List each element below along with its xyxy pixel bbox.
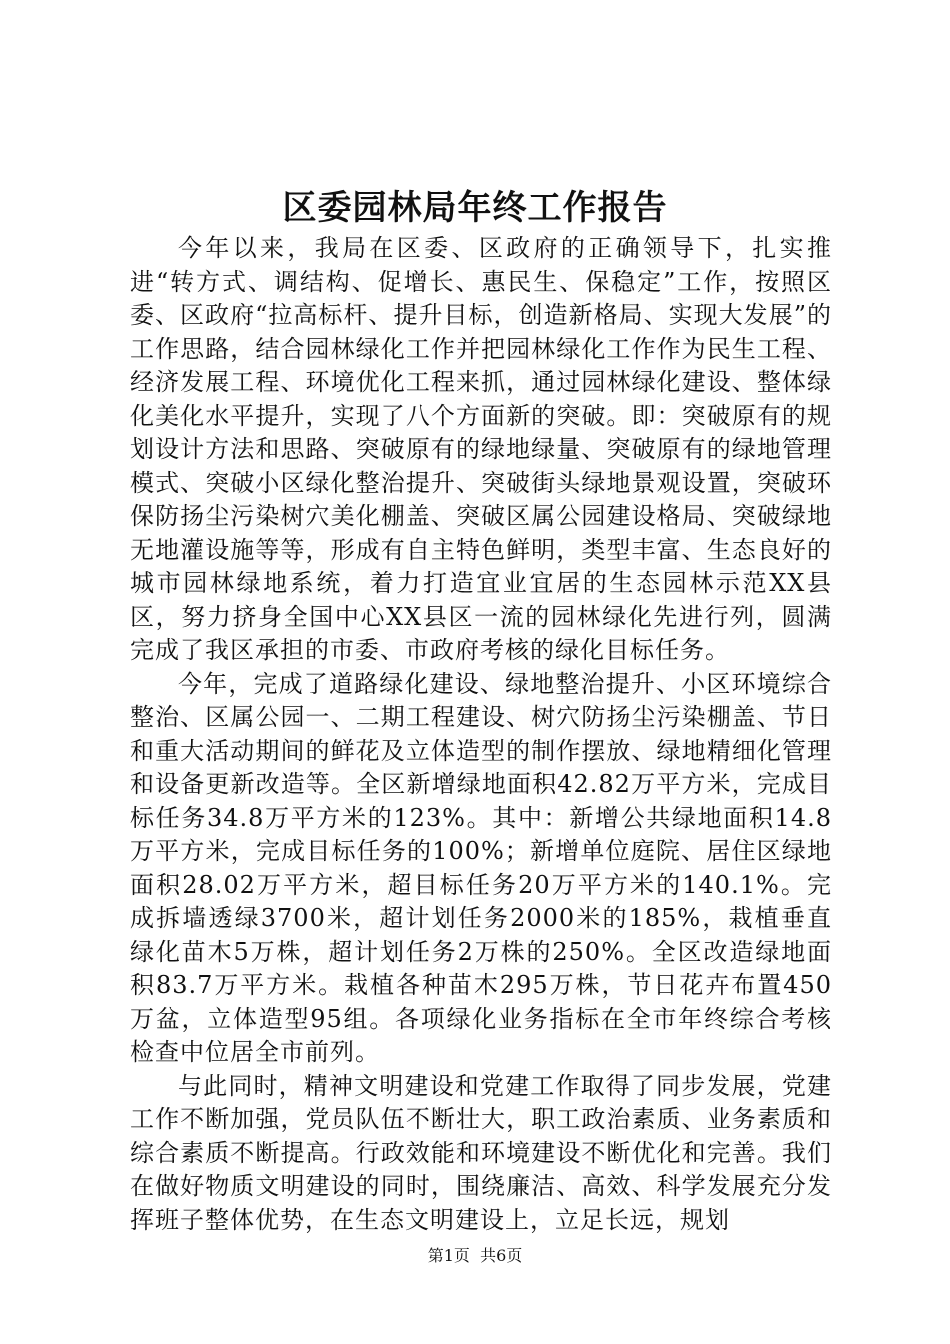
- paragraph-3: 与此同时，精神文明建设和党建工作取得了同步发展，党建工作不断加强，党员队伍不断壮大，职工政治素质、业务素质和综合素质不断提高。行政效能和环境建设不断优化和完善。我们在做好物质文明建设的同时，围绕廉洁、高效、科学发展充分发挥班子整体优势，在生态文明建设上，立足长远，规划: [130, 1071, 832, 1234]
- document-title: 区委园林局年终工作报告: [282, 188, 668, 228]
- page-total: 共6页: [480, 1246, 523, 1265]
- page-number: 第1页: [427, 1246, 470, 1265]
- paragraph-2: 今年，完成了道路绿化建设、绿地整治提升、小区环境综合整治、区属公园一、二期工程建设、树穴防扬尘污染棚盖、节日和重大活动期间的鲜花及立体造型的制作摆放、绿地精细化管理和设备更新改造等。全区新增绿地面积42.82万平方米，完成目标任务34.8万平方米的123%。其中：新增公共绿地面积14.8万平方米，完成目标任务的100%；新增单位庭院、居住区绿地面积28.02万平方米，超目标任务20万平方米的140.1%。完成拆墙透绿3700米，超计划任务2000米的185%，栽植垂直绿化苗木5万株，超计划任务2万株的250%。全区改造绿地面积83.7万平方米。栽植各种苗木295万株，节日花卉布置450万盆，立体造型95组。各项绿化业务指标在全市年终综合考核检查中位居全市前列。: [130, 669, 832, 1066]
- paragraph-1: 今年以来，我局在区委、区政府的正确领导下，扎实推进“转方式、调结构、促增长、惠民生、保稳定”工作，按照区委、区政府“拉高标杆、提升目标，创造新格局、实现大发展”的工作思路，结合园林绿化工作并把园林绿化工作作为民生工程、经济发展工程、环境优化工程来抓，通过园林绿化建设、整体绿化美化水平提升，实现了八个方面新的突破。即：突破原有的规划设计方法和思路、突破原有的绿地绿量、突破原有的绿地管理模式、突破小区绿化整治提升、突破街头绿地景观设置，突破环保防扬尘污染树穴美化棚盖、突破区属公园建设格局、突破绿地无地灌设施等等，形成有自主特色鲜明，类型丰富、生态良好的城市园林绿地系统，着力打造宜业宜居的生态园林示范XX县区，努力挤身全国中心XX县区一流的园林绿化先进行列，圆满完成了我区承担的市委、市政府考核的绿化目标任务。: [130, 234, 832, 664]
- page-footer: [0, 1245, 950, 1267]
- document-body: [130, 232, 832, 1237]
